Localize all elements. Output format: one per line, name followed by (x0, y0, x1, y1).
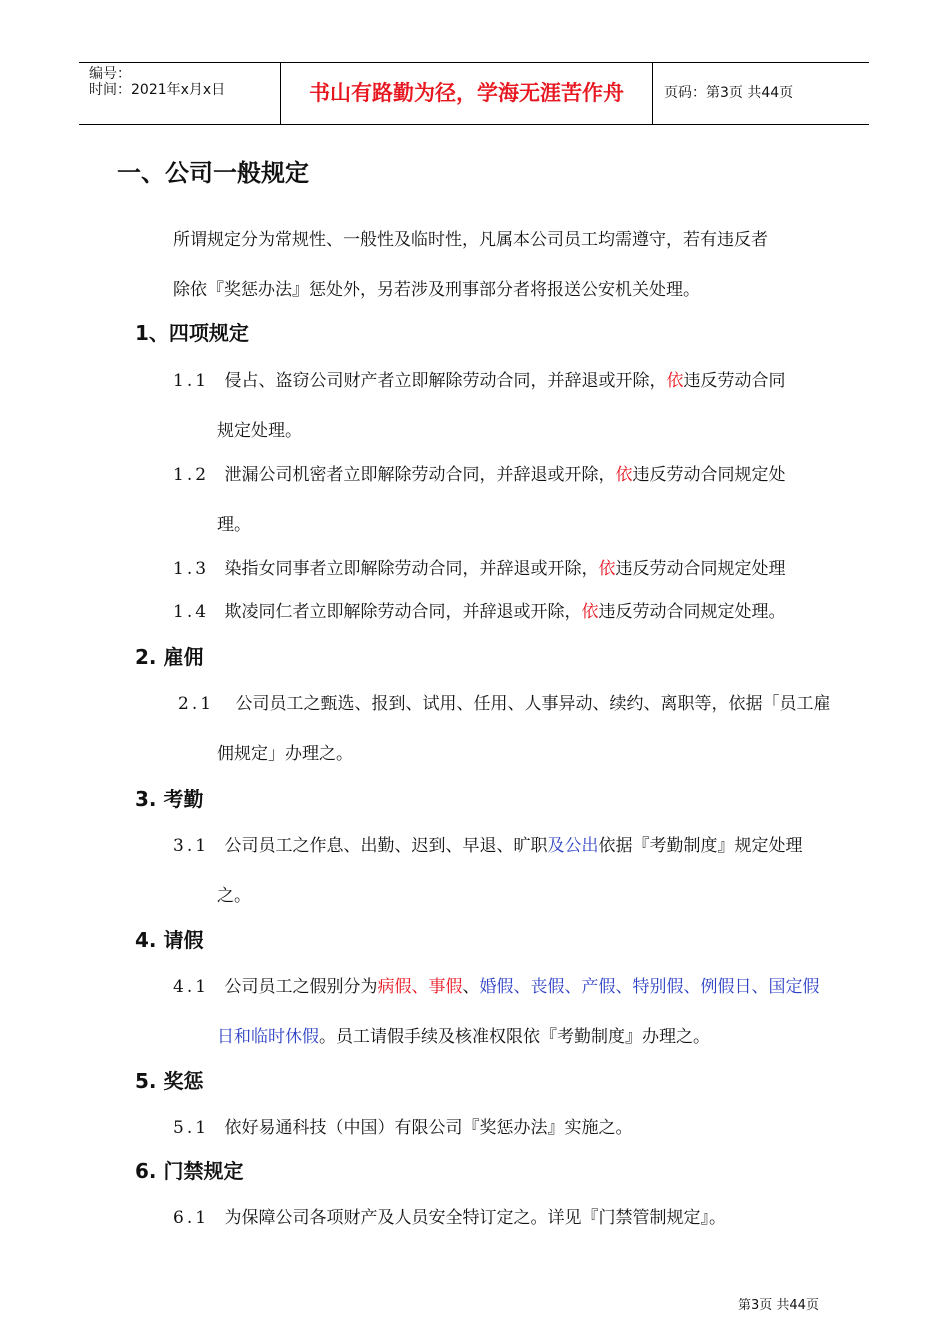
item-number: 5.1 (173, 1118, 210, 1138)
item-number: 3.1 (173, 836, 210, 856)
intro-line-2: 除依『奖惩办法』惩处外，另若涉及刑事部分者将报送公安机关处理。 (173, 280, 700, 300)
list-item-continuation: 规定处理。 (217, 421, 302, 441)
list-item: 3.1 公司员工之作息、出勤、迟到、早退、旷职及公出依据『考勤制度』规定处理 (173, 836, 803, 856)
list-item: 6.1 为保障公司各项财产及人员安全特订定之。详见『门禁管制规定』。 (173, 1208, 726, 1228)
list-item-continuation: 日和临时休假。员工请假手续及核准权限依『考勤制度』办理之。 (217, 1027, 710, 1047)
intro-line-1: 所谓规定分为常规性、一般性及临时性，凡属本公司员工均需遵守，若有违反者 (173, 230, 768, 250)
list-item: 1.4 欺凌同仁者立即解除劳动合同，并辞退或开除，依违反劳动合同规定处理。 (173, 602, 786, 622)
section-title: 6. 门禁规定 (135, 1159, 244, 1183)
page-header (79, 62, 869, 125)
header-meta (79, 63, 281, 124)
document-title: 一、公司一般规定 (117, 159, 309, 187)
section-title: 1、四项规定 (135, 321, 249, 345)
list-item-continuation: 佣规定」办理之。 (217, 744, 353, 764)
item-number: 4.1 (173, 977, 210, 997)
item-number: 1.4 (173, 602, 210, 622)
list-item: 2.1 公司员工之甄选、报到、试用、任用、人事异动、续约、离职等，依据「员工雇 (178, 694, 831, 714)
header-motto: 书山有路勤为径，学海无涯苦作舟 (281, 63, 653, 124)
time-label: 时间：2021年x月x日 (89, 82, 226, 98)
serial-label: 编号： (89, 66, 131, 82)
item-number: 1.3 (173, 559, 210, 579)
list-item-continuation: 之。 (217, 886, 251, 906)
section-title: 3. 考勤 (135, 787, 204, 811)
item-number: 2.1 (178, 694, 215, 714)
list-item: 1.2 泄漏公司机密者立即解除劳动合同，并辞退或开除，依违反劳动合同规定处 (173, 465, 786, 485)
item-number: 1.1 (173, 371, 210, 391)
list-item: 4.1 公司员工之假别分为病假、事假、婚假、丧假、产假、特别假、例假日、国定假 (173, 977, 820, 997)
item-number: 6.1 (173, 1208, 210, 1228)
page-footer: 第3页 共44页 (738, 1298, 819, 1313)
header-page-info: 页码：第3页 共44页 (664, 85, 794, 101)
list-item: 5.1 依好易通科技（中国）有限公司『奖惩办法』实施之。 (173, 1118, 633, 1138)
list-item-continuation: 理。 (217, 515, 251, 535)
section-title: 4. 请假 (135, 928, 204, 952)
item-number: 1.2 (173, 465, 210, 485)
list-item: 1.1 侵占、盗窃公司财产者立即解除劳动合同，并辞退或开除，依违反劳动合同 (173, 371, 786, 391)
section-title: 2. 雇佣 (135, 645, 204, 669)
section-title: 5. 奖惩 (135, 1069, 204, 1093)
list-item: 1.3 染指女同事者立即解除劳动合同，并辞退或开除，依违反劳动合同规定处理 (173, 559, 786, 579)
